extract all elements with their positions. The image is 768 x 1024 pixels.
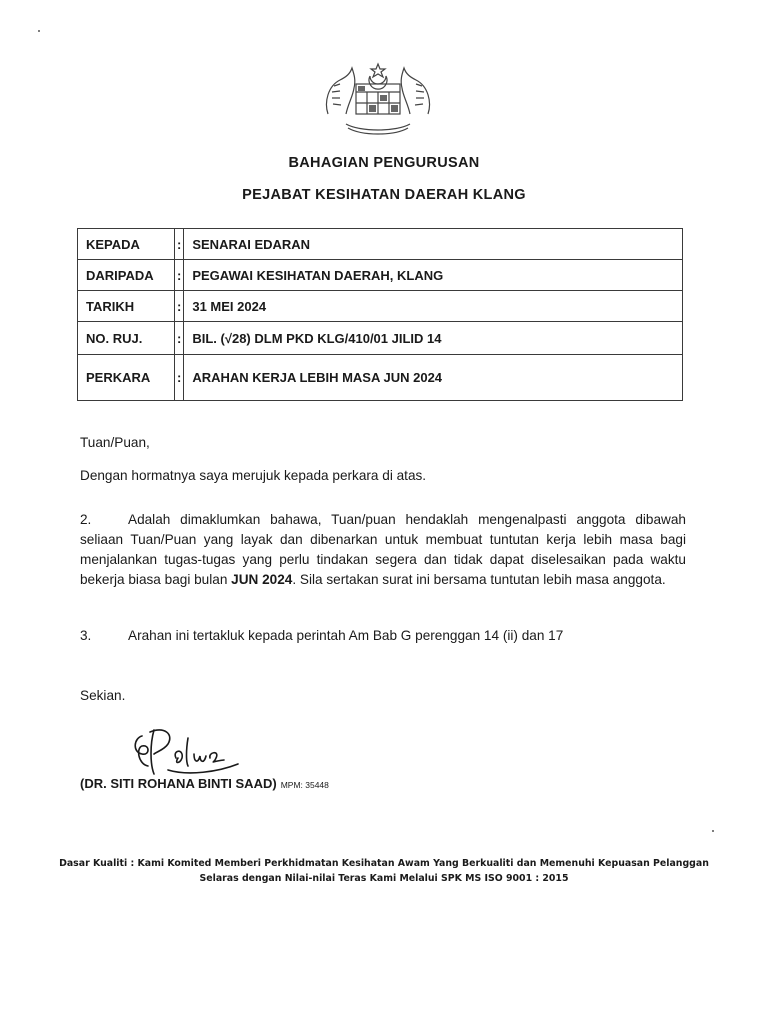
memo-colon: : (175, 355, 184, 401)
jata-negara-crest (320, 62, 436, 138)
paragraph-3-text: Arahan ini tertakluk kepada perintah Am Bab G perenggan 14 (ii) dan 17 (128, 628, 564, 643)
paragraph-number: 3. (80, 628, 92, 643)
paragraph-3 (80, 626, 686, 646)
memo-row-perkara (78, 355, 683, 401)
memo-header-table (77, 228, 683, 401)
memo-label: DARIPADA (78, 260, 175, 291)
memo-value: PEGAWAI KESIHATAN DAERAH, KLANG (184, 260, 683, 291)
mpm-number: MPM: 35448 (280, 780, 329, 790)
signatory (80, 776, 329, 791)
handwritten-signature (128, 724, 248, 784)
memo-colon: : (175, 322, 184, 355)
memo-value: BIL. (√28) DLM PKD KLG/410/01 JILID 14 (184, 322, 683, 355)
memo-label: TARIKH (78, 291, 175, 322)
paragraph-2-text-a: Adalah dimaklumkan bahawa, Tuan/puan hendaklah mengenalpasti anggota dibawah seliaan Tuan/Puan yang layak dan dibenarkan untuk membuat tuntutan kerja lebih masa bagi menjalankan tugas-tugas yang perlu tindakan segera dan tidak dapat diselesaikan pada waktu bekerja biasa bagi bulan (80, 512, 686, 587)
memo-colon: : (175, 229, 184, 260)
memo-value: 31 MEI 2024 (184, 291, 683, 322)
signatory-name: (DR. SITI ROHANA BINTI SAAD) (80, 776, 277, 791)
scan-speck (38, 30, 40, 32)
closing: Sekian. (80, 688, 126, 703)
scan-speck (712, 830, 714, 832)
memo-colon: : (175, 260, 184, 291)
intro-paragraph: Dengan hormatnya saya merujuk kepada perkara di atas. (80, 468, 427, 483)
memo-label: KEPADA (78, 229, 175, 260)
paragraph-2-bold-month: JUN 2024 (231, 572, 293, 587)
memo-colon: : (175, 291, 184, 322)
memo-row-tarikh (78, 291, 683, 322)
paragraph-2-text-b: . Sila sertakan surat ini bersama tuntutan lebih masa anggota. (292, 572, 666, 587)
memo-value: ARAHAN KERJA LEBIH MASA JUN 2024 (184, 355, 683, 401)
quality-policy-line-1: Dasar Kualiti : Kami Komited Memberi Perkhidmatan Kesihatan Awam Yang Berkualiti dan Memenuhi Kepuasan Pelanggan (59, 858, 709, 869)
office-heading: PEJABAT KESIHATAN DAERAH KLANG (242, 187, 526, 203)
memo-label: NO. RUJ. (78, 322, 175, 355)
memo-row-daripada (78, 260, 683, 291)
memo-label: PERKARA (78, 355, 175, 401)
salutation: Tuan/Puan, (80, 435, 150, 450)
memo-row-kepada (78, 229, 683, 260)
paragraph-number: 2. (80, 512, 92, 527)
paragraph-2 (80, 510, 686, 590)
memo-value: SENARAI EDARAN (184, 229, 683, 260)
memo-row-no-ruj (78, 322, 683, 355)
quality-policy-line-2: Selaras dengan Nilai-nilai Teras Kami Melalui SPK MS ISO 9001 : 2015 (199, 873, 569, 884)
department-heading: BAHAGIAN PENGURUSAN (288, 155, 480, 171)
